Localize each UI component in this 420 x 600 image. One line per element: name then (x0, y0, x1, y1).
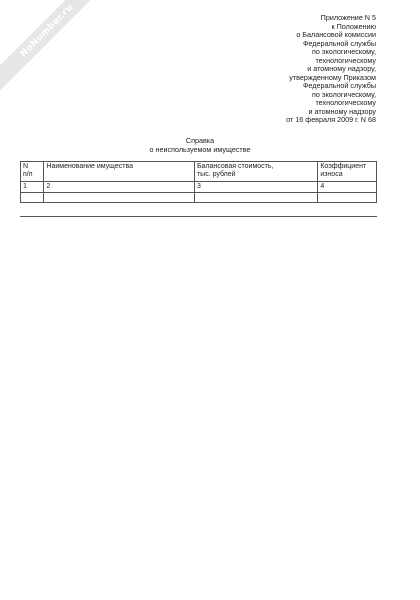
header-cell-line: п/п (23, 171, 33, 178)
appendix-line: от 16 февраля 2009 г. N 68 (286, 115, 376, 124)
table-cell (318, 193, 377, 203)
appendix-block (216, 14, 376, 125)
table-cell (194, 193, 317, 203)
header-cell-balance-value (194, 162, 317, 182)
appendix-line: технологическому (315, 55, 376, 65)
header-cell-wear-coefficient (318, 162, 377, 182)
appendix-line: и атомному надзору, (307, 64, 376, 73)
watermark-text: NoNumber.ru (18, 2, 76, 60)
appendix-line: Приложение N 5 (320, 13, 376, 22)
appendix-line: по экологическому, (312, 89, 376, 99)
appendix-line: к Положению (331, 21, 376, 31)
table-cell: 1 (21, 182, 44, 193)
header-cell-line: тыс. рублей (196, 171, 236, 178)
appendix-line: Федеральной службы (302, 81, 376, 90)
header-cell-name (44, 162, 195, 182)
footer-divider (20, 216, 377, 217)
table-row-empty (21, 193, 377, 203)
header-cell-line: износа (320, 171, 343, 178)
document-title-line2: о неиспользуемом имуществе (149, 144, 251, 154)
unused-property-table (20, 161, 377, 203)
table-cell: 3 (194, 182, 317, 193)
table-header-row (21, 162, 377, 182)
header-cell-line: Наименование имущества (46, 163, 133, 170)
table-row-column-numbers (21, 182, 377, 193)
table-cell (21, 193, 44, 203)
document-title (0, 137, 400, 154)
appendix-line: о Балансовой комиссии (296, 30, 376, 39)
watermark-ribbon (0, 0, 113, 97)
appendix-line: утвержденному Приказом (289, 72, 376, 82)
header-cell-line: Коэффициент (320, 163, 367, 170)
table-cell: 2 (44, 182, 195, 193)
appendix-line: технологическому (315, 98, 376, 107)
table-cell: 4 (318, 182, 377, 193)
appendix-line: по экологическому, (312, 47, 376, 56)
table-cell (44, 193, 195, 203)
header-cell-line: Балансовая стоимость, (196, 163, 274, 170)
appendix-line: и атомному надзору (308, 106, 376, 116)
header-cell-number (21, 162, 44, 182)
appendix-line: Федеральной службы (302, 38, 376, 48)
header-cell-line: N (23, 163, 29, 170)
document-title-line1: Справка (185, 136, 215, 145)
